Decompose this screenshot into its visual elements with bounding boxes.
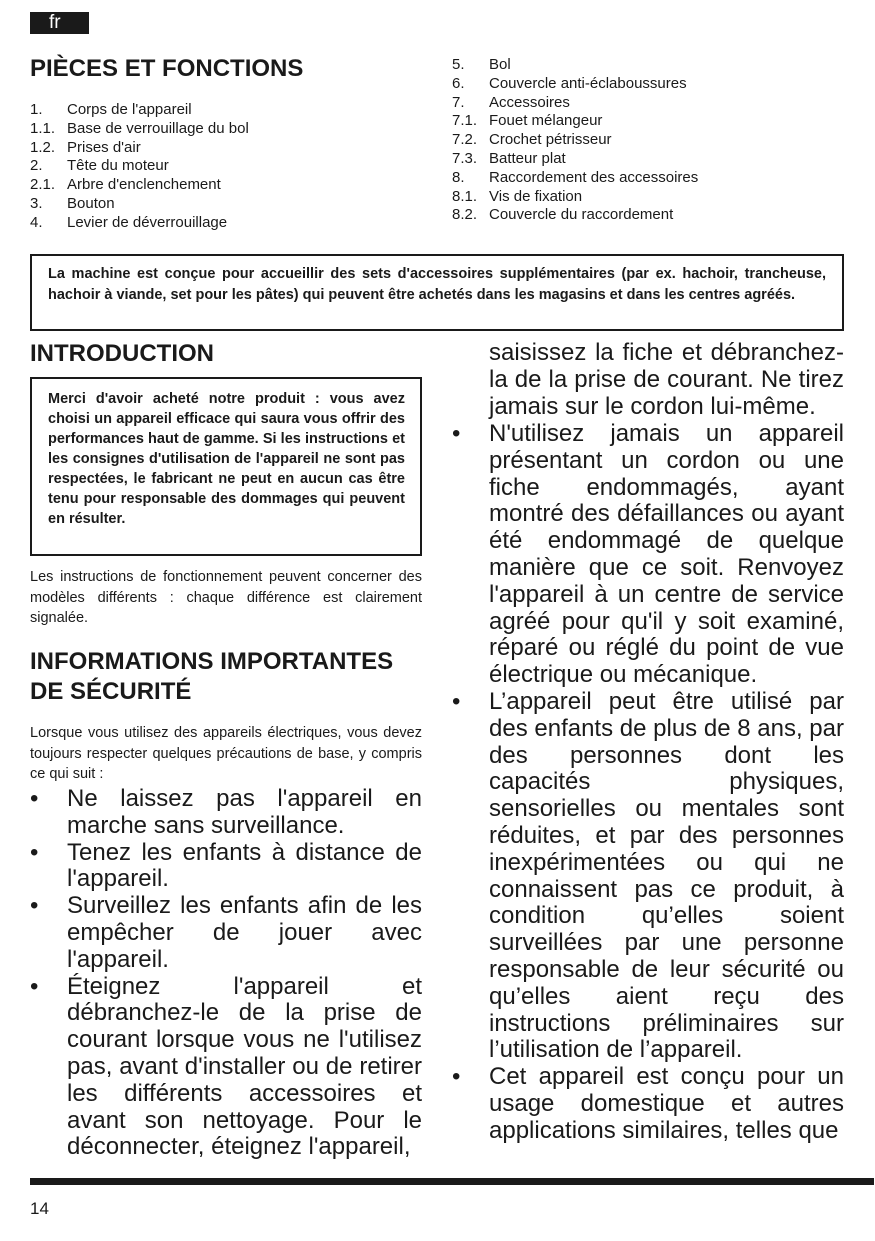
safety-list-left <box>30 786 422 1161</box>
bullet-glyph: • <box>30 972 39 1000</box>
footer-rule <box>30 1178 874 1185</box>
language-tab: fr <box>30 12 89 34</box>
list-item: 1.1. Base de verrouillage du bol <box>30 119 249 137</box>
list-item: 7.2. Crochet pétrisseur <box>452 131 612 149</box>
list-item: 3. Bouton <box>30 194 115 212</box>
list-item: 1. Corps de l'appareil <box>30 101 192 118</box>
parts-list-right <box>452 56 698 225</box>
list-item: 7.3. Batteur plat <box>452 149 566 167</box>
introduction-title: INTRODUCTION <box>30 340 214 367</box>
safety-list-right <box>452 421 844 1145</box>
safety-continuation-text: saisissez la fiche et débranchez-la de la prise de courant. Ne tirez jamais sur le cordon lui-même. <box>489 339 844 420</box>
parts-title: PIÈCES ET FONCTIONS <box>30 55 304 82</box>
list-item: 2.1. Arbre d'enclenchement <box>30 176 221 194</box>
list-item: • N'utilisez jamais un appareil présentant un cordon ou une fiche endommagés, ayant montré des défaillances ou ayant été endommagé de quelque manière que ce soit. Renvoyez l'appareil à un centre de service agréé pour qu'il y soit examiné, réparé ou réglé du point de vue électrique ou mécanique. <box>452 420 844 689</box>
bullet-glyph: • <box>452 1063 461 1091</box>
list-item: • Tenez les enfants à distance de l'appareil. <box>30 838 422 893</box>
list-item: 8.1. Vis de fixation <box>452 187 583 205</box>
list-item: • Cet appareil est conçu pour un usage domestique et autres applications similaires, telles que <box>452 1063 844 1144</box>
list-item: 8. Raccordement des accessoires <box>452 168 699 186</box>
list-item: 4. Levier de déverrouillage <box>30 213 228 231</box>
list-item: • Ne laissez pas l'appareil en marche sans surveillance. <box>30 785 422 839</box>
bullet-glyph: • <box>452 687 461 715</box>
introduction-paragraph: Les instructions de fonctionnement peuvent concerner des modèles différents : chaque différence est clairement signalée. <box>30 569 422 626</box>
safety-title-line2: DE SÉCURITÉ <box>30 678 192 705</box>
page-number: 14 <box>30 1199 49 1218</box>
safety-title-line1: INFORMATIONS IMPORTANTES <box>30 648 394 675</box>
list-item: 8.2. Couvercle du raccordement <box>452 206 674 224</box>
list-item: 2. Tête du moteur <box>30 157 169 175</box>
bullet-glyph: • <box>30 838 39 866</box>
bullet-glyph: • <box>30 892 39 920</box>
list-item: 7.1. Fouet mélangeur <box>452 112 603 130</box>
list-item: • Surveillez les enfants afin de les empêcher de jouer avec l'appareil. <box>30 892 422 973</box>
accessories-note-box: La machine est conçue pour accueillir des sets d'accessoires supplémentaires (par ex. hachoir, trancheuse, hachoir à viande, set pour les pâtes) qui peuvent être achetés dans les magasins et dans les centres agréés. <box>30 254 844 331</box>
list-item: • L’appareil peut être utilisé par des enfants de plus de 8 ans, par des personnes dont les capacités physiques, sensorielles ou mentales sont réduites, et par des personnes inexpérimentées ou qui ne connaissent pas ce produit, à condition qu’elles soient surveillées par une personne responsable de leur sécurité ou qu’elles aient reçu des instructions préliminaires sur l’utilisation de l’appareil. <box>452 687 844 1064</box>
bullet-glyph: • <box>452 420 461 447</box>
list-item: • Éteignez l'appareil et débranchez-le de la prise de courant lorsque vous ne l'utilisez pas, avant d'installer ou de retirer les différents accessoires et avant son nettoyage. Pour le déconnecter, éteignez l'appareil, <box>30 972 422 1161</box>
list-item: 7. Accessoires <box>452 93 570 111</box>
parts-list-left <box>30 101 249 233</box>
bullet-glyph: • <box>30 785 39 812</box>
list-item: 6. Couvercle anti-éclaboussures <box>452 74 687 92</box>
introduction-box: Merci d'avoir acheté notre produit : vous avez choisi un appareil efficace qui saura vous offrir des performances haut de gamme. Si les instructions et les consignes d'utilisation de l'appareil ne sont pas respectées, le fabricant ne peut en aucun cas être tenu pour responsable des dommages qui peuvent en résulter. <box>30 377 422 556</box>
safety-intro-paragraph: Lorsque vous utilisez des appareils électriques, vous devez toujours respecter quelques précautions de base, y compris ce qui suit : <box>30 725 422 782</box>
list-item: 5. Bol <box>452 56 511 73</box>
list-item: 1.2. Prises d'air <box>30 138 141 156</box>
safety-title <box>30 647 393 707</box>
